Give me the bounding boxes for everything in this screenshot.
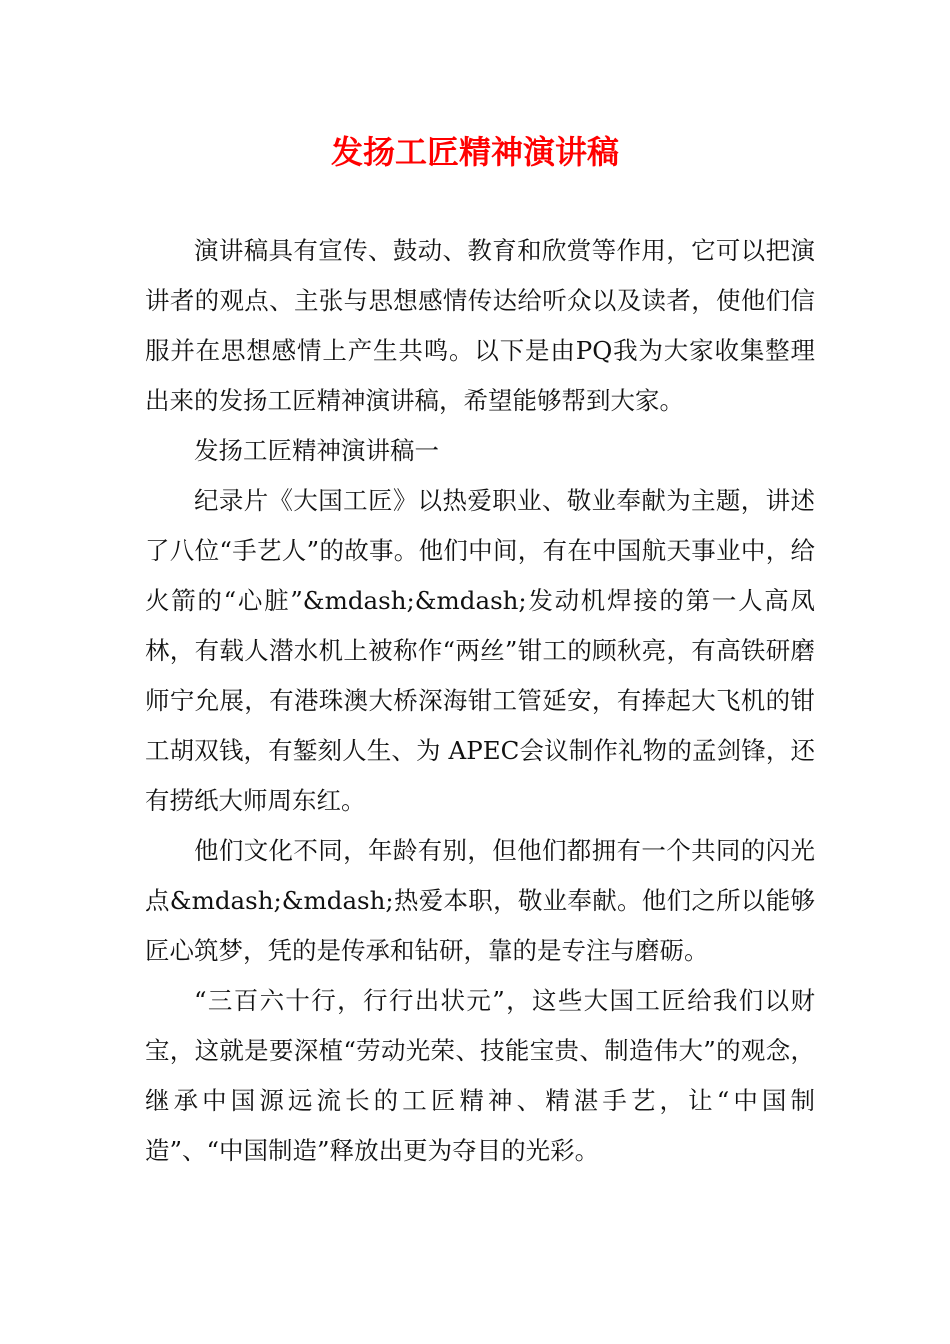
- section-heading: 发扬工匠精神演讲稿一: [194, 436, 439, 465]
- document-title: 发扬工匠精神演讲稿: [330, 133, 619, 171]
- body-paragraph: “三百六十行，行行出状元”，这些大国工匠给我们以财宝，这就是要深植“劳动光荣、技能宝贵、制造伟大”的观念，继承中国源远流长的工匠精神、精湛手艺，让“中国制造”、“中国制造”释放出更为夺目的光彩。: [145, 986, 815, 1165]
- intro-paragraph: 演讲稿具有宣传、鼓动、教育和欣赏等作用，它可以把演讲者的观点、主张与思想感情传达给听众以及读者，使他们信服并在思想感情上产生共鸣。以下是由PQ我为大家收集整理出来的发扬工匠精神演讲稿，希望能够帮到大家。: [145, 236, 815, 415]
- document-body: [145, 226, 815, 1176]
- body-paragraph: 纪录片《大国工匠》以热爱职业、敬业奉献为主题，讲述了八位“手艺人”的故事。他们中间，有在中国航天事业中，给火箭的“心脏”&mdash;&mdash;发动机焊接的第一人高凤林，有载人潜水机上被称作“两丝”钳工的顾秋亮，有高铁研磨师宁允展，有港珠澳大桥深海钳工管延安，有捧起大飞机的钳工胡双钱，有錾刻人生、为 APEC会议制作礼物的孟剑锋，还有捞纸大师周东红。: [145, 486, 815, 815]
- body-paragraph: 他们文化不同，年龄有别，但他们都拥有一个共同的闪光点&mdash;&mdash;热爱本职，敬业奉献。他们之所以能够匠心筑梦，凭的是传承和钻研，靠的是专注与磨砺。: [145, 836, 815, 965]
